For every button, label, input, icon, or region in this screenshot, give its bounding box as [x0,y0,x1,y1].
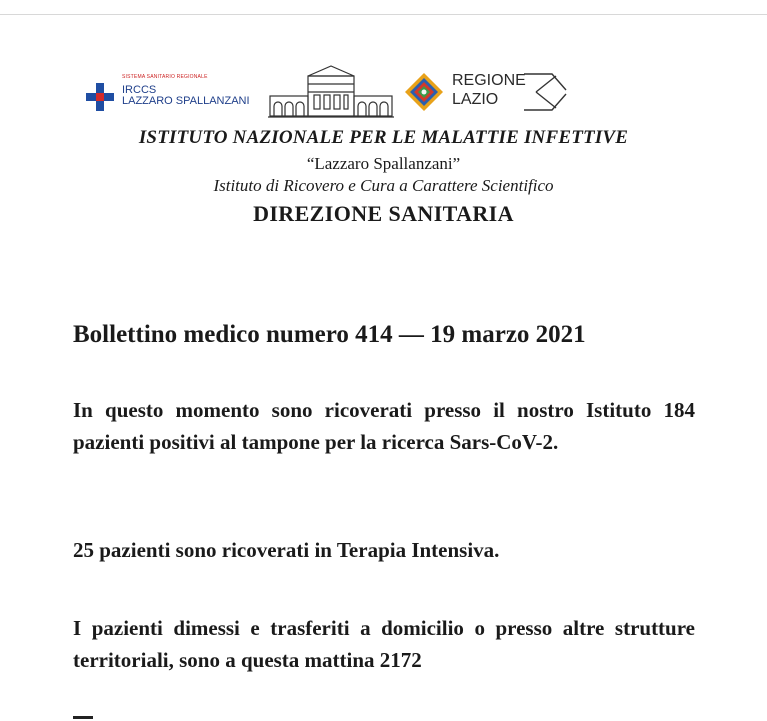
institute-description: Istituto di Ricovero e Cura a Carattere Scientifico [213,176,554,195]
lazio-arrows-icon [522,70,572,114]
regione-text: REGIONE [452,72,526,89]
lazio-text: LAZIO [452,91,499,108]
logo-spallanzani-text: LAZZARO SPALLANZANI [122,95,250,107]
bottom-dash [73,716,93,719]
bulletin-paragraph-discharged: I pazienti dimessi e trasferiti a domicilio o presso altre strutture territoriali, sono a questa mattina 2172 [73,616,695,672]
logo-tagline: SISTEMA SANITARIO REGIONALE [122,74,208,80]
direction-heading: DIREZIONE SANITARIA [253,201,514,226]
spallanzani-logo [86,74,256,108]
institute-short-name: “Lazzaro Spallanzani” [306,154,461,173]
medical-cross-icon [86,83,114,111]
institute-building-icon [268,62,394,118]
bulletin-paragraph-intensive-care: 25 pazienti sono ricoverati in Terapia Intensiva. [73,538,500,562]
regione-lazio-emblem-icon [404,72,444,112]
logo-irccs-text: IRCCS [122,84,157,96]
bulletin-title: Bollettino medico numero 414 — 19 marzo 2021 [73,321,586,348]
regione-lazio-logo [404,70,574,114]
top-divider [0,14,767,15]
institute-name: ISTITUTO NAZIONALE PER LE MALATTIE INFETTIVE [138,127,629,148]
bulletin-paragraph-hospitalized: In questo momento sono ricoverati presso il nostro Istituto 184 pazienti positivi al tampone per la ricerca Sars-CoV-2. [73,398,695,454]
